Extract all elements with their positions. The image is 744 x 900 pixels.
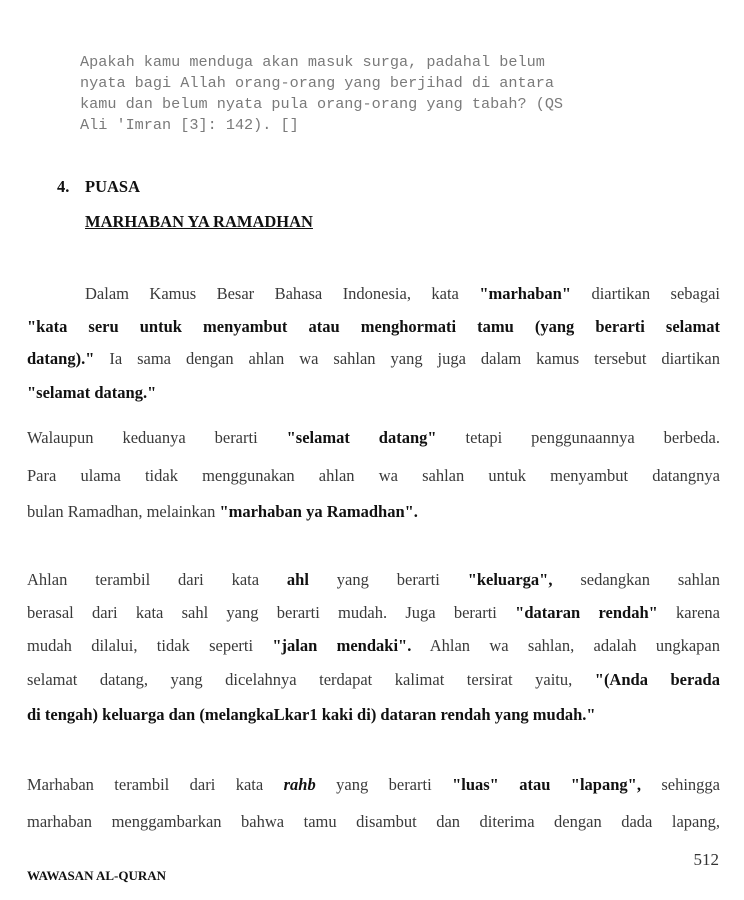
- bold-text: "selamat datang.": [27, 383, 157, 402]
- paragraph-line: [27, 427, 720, 449]
- book-title: WAWASAN AL-QURAN: [27, 868, 167, 883]
- text: sehingga: [640, 775, 721, 794]
- quote-line: Apakah kamu menduga akan masuk surga, padahal belum: [80, 53, 545, 71]
- paragraph-line: [85, 283, 720, 305]
- text: yang berarti: [315, 775, 453, 794]
- paragraph-line: [27, 569, 720, 591]
- text: sedangkan sahlan: [552, 570, 721, 589]
- paragraph-line: [27, 669, 720, 691]
- text: Marhaban terambil dari kata: [27, 775, 284, 794]
- paragraph-line: [27, 501, 720, 523]
- text: tetapi penggunaannya berbeda.: [436, 428, 720, 447]
- paragraph-line: [27, 811, 720, 833]
- bold-text: "kata seru untuk menyambut atau menghormati tamu (yang berarti selamat: [27, 317, 720, 336]
- paragraph-line: [27, 382, 720, 404]
- bold-text: "selamat datang": [286, 428, 437, 447]
- text: Walaupun keduanya berarti: [27, 428, 287, 447]
- text: Ahlan terambil dari kata: [27, 570, 287, 589]
- bold-text: "luas" atau "lapang",: [452, 775, 641, 794]
- paragraph-line: [27, 602, 720, 624]
- bold-text: "marhaban": [479, 284, 571, 303]
- text: selamat datang, yang dicelahnya terdapat kalimat tersirat yaitu,: [27, 670, 595, 689]
- paragraph-line: [27, 348, 720, 370]
- bold-text: "keluarga",: [467, 570, 553, 589]
- text: karena: [657, 603, 720, 622]
- section-heading: MARHABAN YA RAMADHAN: [85, 212, 313, 231]
- text: bulan Ramadhan, melainkan: [27, 502, 220, 521]
- bold-text: "jalan mendaki".: [272, 636, 412, 655]
- paragraph-line: [27, 465, 720, 487]
- quote-line: kamu dan belum nyata pula orang-orang yang tabah? (QS: [80, 95, 564, 113]
- bold-text: "dataran rendah": [515, 603, 658, 622]
- text: Ahlan wa sahlan, adalah ungkapan: [411, 636, 720, 655]
- text: marhaban menggambarkan bahwa tamu disambut dan diterima dengan dada lapang,: [27, 812, 720, 831]
- paragraph-line: [27, 316, 720, 338]
- quote-line: nyata bagi Allah orang-orang yang berjihad di antara: [80, 74, 554, 92]
- bold-text: ahl: [286, 570, 309, 589]
- page-number: 512: [693, 850, 719, 869]
- paragraph-line: [27, 774, 720, 796]
- section-title: PUASA: [85, 177, 141, 196]
- text: yang berarti: [308, 570, 468, 589]
- text: Dalam Kamus Besar Bahasa Indonesia, kata: [85, 284, 480, 303]
- text: Para ulama tidak menggunakan ahlan wa sahlan untuk menyambut datangnya: [27, 466, 720, 485]
- bold-text: "(Anda berada: [594, 670, 720, 689]
- text: berasal dari kata sahl yang berarti mudah. Juga berarti: [27, 603, 516, 622]
- bold-text: datang).": [27, 349, 95, 368]
- bold-text: "marhaban ya Ramadhan".: [219, 502, 418, 521]
- bold-text: di tengah) keluarga dan (melangkaLkar1 kaki di) dataran rendah yang mudah.": [27, 705, 596, 724]
- section-number: 4.: [57, 177, 70, 196]
- text: diartikan sebagai: [571, 284, 720, 303]
- quote-line: Ali 'Imran [3]: 142). []: [80, 116, 299, 134]
- bold-text: rahb: [283, 775, 316, 794]
- text: Ia sama dengan ahlan wa sahlan yang juga dalam kamus tersebut diartikan: [94, 349, 720, 368]
- paragraph-line: [27, 635, 720, 657]
- paragraph-line: [27, 704, 720, 726]
- text: mudah dilalui, tidak seperti: [27, 636, 273, 655]
